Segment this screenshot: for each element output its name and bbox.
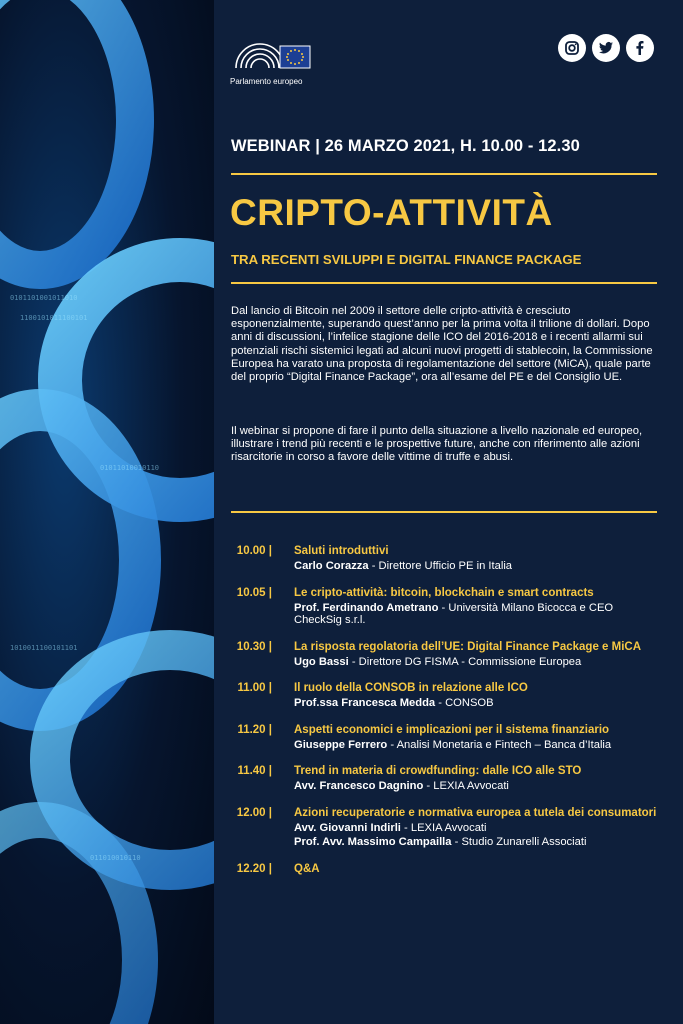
logo-caption: Parlamento europeo xyxy=(230,77,303,86)
slot-title: Le cripto-attività: bitcoin, blockchain e smart contracts xyxy=(294,586,594,599)
facebook-icon xyxy=(632,40,648,56)
slot-time: 11.20 | xyxy=(237,723,272,736)
speaker-role: - CONSOB xyxy=(435,697,494,709)
svg-text:011010010110: 011010010110 xyxy=(90,854,141,862)
slot-time: 10.00 | xyxy=(236,545,272,557)
speaker-role: - LEXIA Avvocati xyxy=(423,780,509,792)
agenda-slot xyxy=(228,545,660,575)
divider xyxy=(231,511,657,513)
twitter-link[interactable] xyxy=(592,34,620,62)
speaker-role: - Studio Zunarelli Associati xyxy=(451,836,587,848)
speaker-name: Avv. Giovanni Indirli xyxy=(294,821,401,834)
speaker-name: Prof. Ferdinando Ametrano xyxy=(294,601,439,614)
speaker xyxy=(294,656,660,669)
speaker-role: - Università Milano Bicocca e CEO CheckSig s.r.l. xyxy=(294,601,614,626)
svg-text:0101101001011010: 0101101001011010 xyxy=(10,294,78,302)
speaker-role: - Analisi Monetaria e Fintech – Banca d’Italia xyxy=(387,738,612,751)
agenda-slot xyxy=(228,724,660,754)
speaker-role: - Direttore Ufficio PE in Italia xyxy=(368,560,513,572)
intro-paragraph: Il webinar si propone di fare il punto della situazione a livello nazionale ed europeo, illustrare i trend più recenti e le prospettive future, anche con riferimento alle azioni risarcitorie in corso a favore delle vittime di truffe e abusi. xyxy=(231,425,643,464)
divider xyxy=(231,173,657,175)
agenda-slot xyxy=(228,765,660,795)
speaker-name: Ugo Bassi xyxy=(294,655,349,668)
speaker-name: Avv. Francesco Dagnino xyxy=(294,780,424,792)
instagram-icon xyxy=(564,40,580,56)
instagram-link[interactable] xyxy=(558,34,586,62)
slot-title: Trend in materia di crowdfunding: dalle ICO alle STO xyxy=(294,765,582,777)
speaker xyxy=(294,836,660,849)
chain-illustration xyxy=(0,0,214,1024)
agenda-slot xyxy=(228,682,660,712)
slot-time: 10.30 | xyxy=(236,640,272,653)
speaker-name: Prof. Avv. Massimo Campailla xyxy=(294,836,452,848)
divider xyxy=(231,282,657,284)
speaker-role: - LEXIA Avvocati xyxy=(400,821,487,834)
speaker xyxy=(294,560,660,573)
webinar-date-line: WEBINAR | 26 MARZO 2021, H. 10.00 - 12.30 xyxy=(231,137,580,155)
speaker xyxy=(294,780,660,793)
slot-time: 12.20 | xyxy=(236,862,272,875)
slot-time: 11.40 | xyxy=(237,765,272,777)
agenda-slot xyxy=(228,807,660,851)
agenda-slot xyxy=(228,587,660,629)
svg-text:1010011100101101: 1010011100101101 xyxy=(10,644,78,652)
facebook-link[interactable] xyxy=(626,34,654,62)
svg-text:1100101011100101: 1100101011100101 xyxy=(20,314,88,322)
intro-paragraph: Dal lancio di Bitcoin nel 2009 il settore delle cripto-attività è cresciuto esponenzialmente, superando quest’anno per la prima volta il trilione di dollari. Dopo anni di discussioni, l’infelice stagione delle ICO del 2016-2018 e i recenti allarmi sui potenziali rischi sistemici legati ad alcuni nuovi progetti di stablecoin, la Commissione Europea ha varato una proposta di regolamentazione del settore (MiCA), quale parte del proprio “Digital Finance Package”, ora all’esame del PE e del Consiglio UE. xyxy=(231,305,653,384)
speaker-name: Prof.ssa Francesca Medda xyxy=(294,697,436,709)
agenda-slot xyxy=(228,641,660,671)
page-subtitle: TRA RECENTI SVILUPPI E DIGITAL FINANCE PACKAGE xyxy=(231,252,582,267)
slot-title: Aspetti economici e implicazioni per il sistema finanziario xyxy=(294,723,610,736)
speaker xyxy=(294,822,660,835)
agenda-slot xyxy=(228,863,660,878)
slot-title: Q&A xyxy=(294,862,320,875)
page-title: CRIPTO-ATTIVITÀ xyxy=(230,192,553,233)
slot-title: Il ruolo della CONSOB in relazione alle ICO xyxy=(294,682,528,694)
social-links xyxy=(558,34,654,62)
parliament-emblem-icon xyxy=(232,32,314,74)
agenda xyxy=(228,545,660,890)
slot-time: 12.00 | xyxy=(236,806,272,819)
slot-time: 10.05 | xyxy=(236,586,272,599)
speaker xyxy=(294,739,660,752)
slot-title: Saluti introduttivi xyxy=(294,545,389,557)
speaker xyxy=(294,697,660,710)
speaker-role: - Direttore DG FISMA - Commissione Europea xyxy=(348,655,582,668)
slot-time: 11.00 | xyxy=(237,682,272,694)
blockchain-chain-image xyxy=(0,0,214,1024)
speaker xyxy=(294,602,660,627)
slot-title: La risposta regolatoria dell’UE: Digital Finance Package e MiCA xyxy=(294,640,642,653)
european-parliament-logo xyxy=(232,32,314,79)
speaker-name: Giuseppe Ferrero xyxy=(294,738,388,751)
slot-title: Azioni recuperatorie e normativa europea a tutela dei consumatori xyxy=(294,806,657,819)
speaker-name: Carlo Corazza xyxy=(294,560,369,572)
twitter-icon xyxy=(598,40,614,56)
svg-text:01011010010110: 01011010010110 xyxy=(100,464,160,472)
